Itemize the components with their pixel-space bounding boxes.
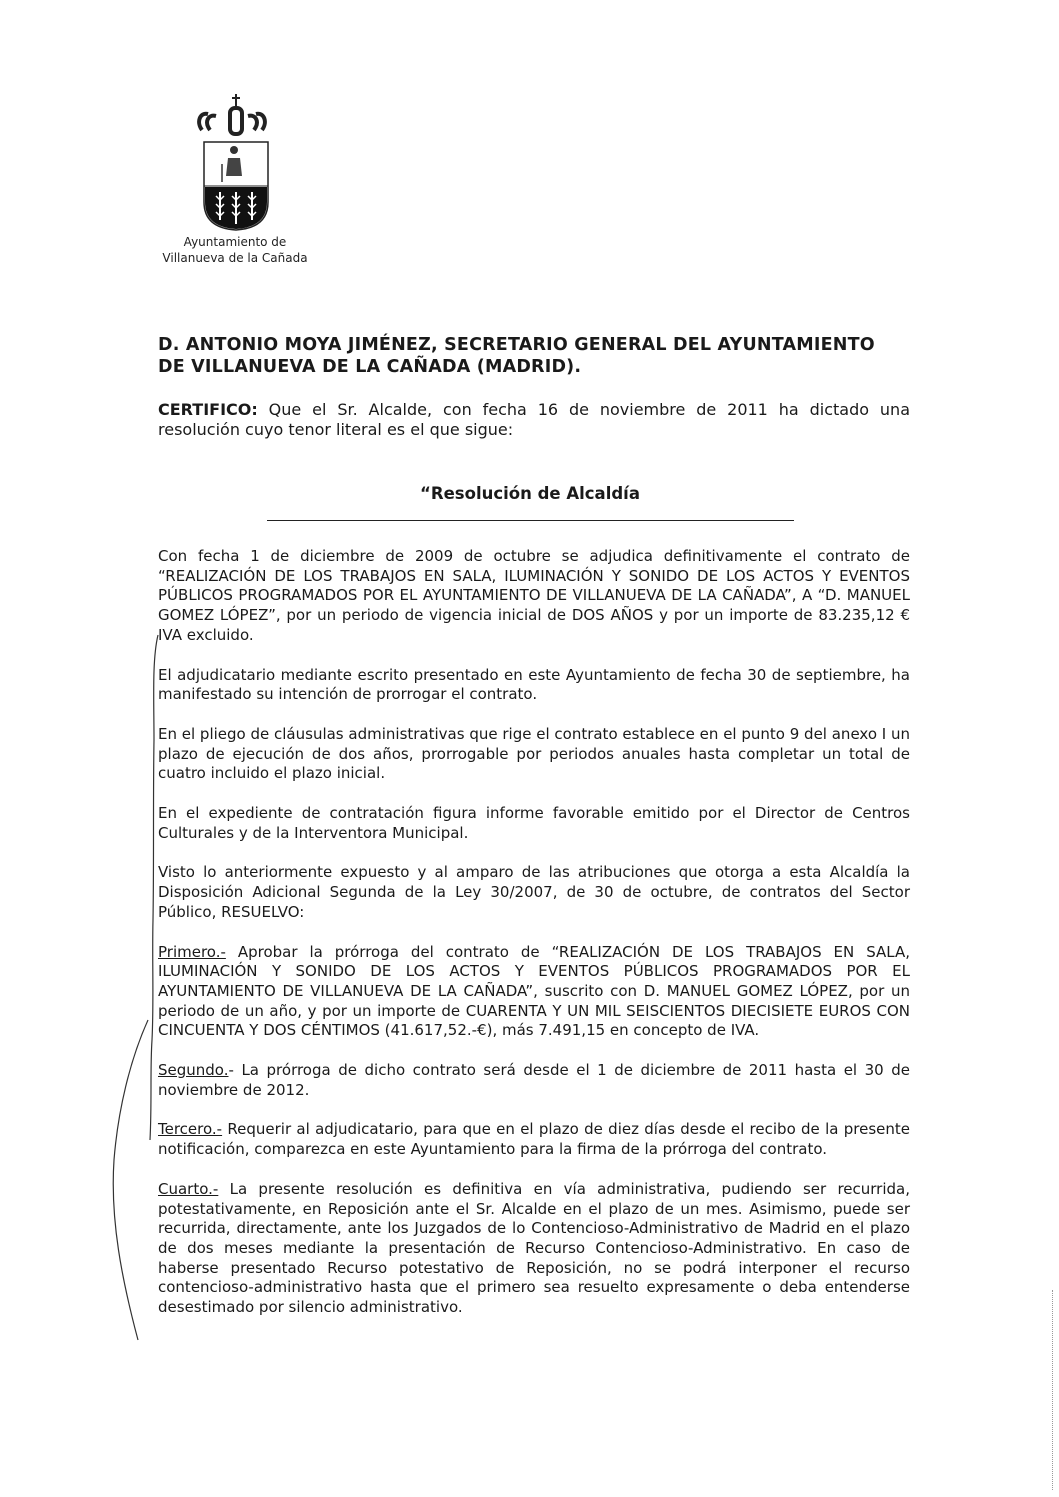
caption-line-2: Villanueva de la Cañada <box>162 251 308 265</box>
municipal-coat-of-arms-logo <box>192 92 280 232</box>
item-text: Aprobar la prórroga del contrato de “REALIZACIÓN DE LOS TRABAJOS EN SALA, ILUMINACIÓN Y SONIDO DE LOS ACTOS Y EVENTOS PÚBLICOS PROGRAMADOS POR EL AYUNTAMIENTO DE VILLANUEVA DE LA CAÑADA”, suscrito con D. MANUEL GOMEZ LÓPEZ, por un periodo de un año, y por un importe de CUARENTA Y UN MIL SEISCIENTOS DIECISIETE EUROS CON CINCUENTA Y DOS CÉNTIMOS (41.617,52.-€), más 7.491,15 en concepto de IVA. <box>158 942 910 1040</box>
item-text: - La prórroga de dicho contrato será desde el 1 de diciembre de 2011 hasta el 30 de noviembre de 2012. <box>158 1061 910 1099</box>
certifico-text: Que el Sr. Alcalde, con fecha 16 de noviembre de 2011 ha dictado una resolución cuyo tenor literal es el que sigue: <box>158 400 910 439</box>
scan-edge-mark <box>1052 1290 1053 1490</box>
resolution-item-segundo <box>158 1061 910 1100</box>
item-label: Segundo. <box>158 1061 229 1080</box>
paragraph-report: En el expediente de contratación figura informe favorable emitido por el Director de Centros Culturales y de la Interventora Municipal. <box>158 804 910 842</box>
title-underline <box>267 520 794 521</box>
handwritten-margin-mark <box>100 620 180 1350</box>
municipality-caption <box>140 234 330 266</box>
resolution-body <box>158 547 910 1338</box>
certification-statement <box>158 400 910 440</box>
item-label: Primero.- <box>158 942 226 961</box>
item-label: Tercero.- <box>158 1120 223 1139</box>
item-text: La presente resolución es definitiva en vía administrativa, pudiendo ser recurrida, potestativamente, en Reposición ante el Sr. Alcalde en el plazo de un mes. Asimismo, puede ser recurrida, directamente, ante los Juzgados de lo Contencioso-Administrativo de Madrid en el plazo de dos meses mediante la presentación de Recurso Contencioso-Administrativo. En caso de haberse presentado Recurso potestativo de Reposición, no se podrá interponer el recurso contencioso-administrativo hasta que el primero sea resuelto expresamente o deba entenderse desestimado por silencio administrativo. <box>158 1179 910 1317</box>
resolution-title: “Resolución de Alcaldía <box>420 484 640 503</box>
certifico-label: CERTIFICO: <box>158 400 258 419</box>
caption-line-1: Ayuntamiento de <box>183 235 287 249</box>
resolution-item-tercero <box>158 1120 910 1159</box>
paragraph-clauses: En el pliego de cláusulas administrativas que rige el contrato establece en el punto 9 del anexo I un plazo de ejecución de dos años, prorrogable por periodos anuales hasta completar un total de cuatro incluido el plazo inicial. <box>158 724 910 783</box>
certifier-heading <box>158 334 910 378</box>
resolution-item-cuarto <box>158 1180 910 1318</box>
heading-line-1: D. ANTONIO MOYA JIMÉNEZ, SECRETARIO GENERAL DEL AYUNTAMIENTO <box>158 335 875 355</box>
item-label: Cuarto.- <box>158 1179 219 1198</box>
paragraph-adjudication: Con fecha 1 de diciembre de 2009 de octubre se adjudica definitivamente el contrato de “REALIZACIÓN DE LOS TRABAJOS EN SALA, ILUMINACIÓN Y SONIDO DE LOS ACTOS Y EVENTOS PÚBLICOS PROGRAMADOS POR EL AYUNTAMIENTO DE VILLANUEVA DE LA CAÑADA”, A “D. MANUEL GOMEZ LÓPEZ”, por un periodo de vigencia inicial de DOS AÑOS y por un importe de 83.235,12 € IVA excluido. <box>158 547 910 644</box>
resolution-item-primero <box>158 943 910 1042</box>
item-text: Requerir al adjudicatario, para que en el plazo de diez días desde el recibo de la presente notificación, comparezca en este Ayuntamiento para la firma de la prórroga del contrato. <box>158 1120 910 1159</box>
paragraph-resolvo: Visto lo anteriormente expuesto y al amparo de las atribuciones que otorga a esta Alcaldía la Disposición Adicional Segunda de la Ley 30/2007, de 30 de octubre, de contratos del Sector Público, RESUELVO: <box>158 863 910 921</box>
paragraph-extension-request: El adjudicatario mediante escrito presentado en este Ayuntamiento de fecha 30 de septiembre, ha manifestado su intención de prorrogar el contrato. <box>158 665 910 704</box>
heading-line-2: DE VILLANUEVA DE LA CAÑADA (MADRID). <box>158 357 582 377</box>
